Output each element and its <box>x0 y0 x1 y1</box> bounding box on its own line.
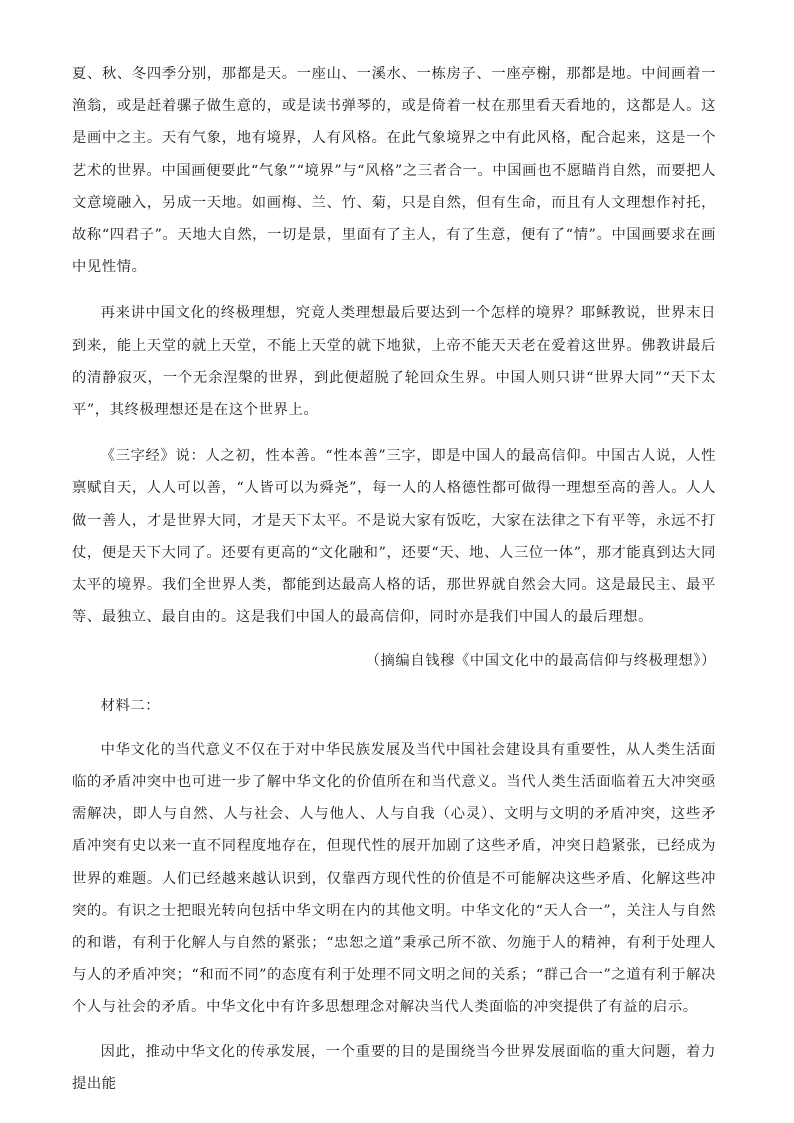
document-page <box>72 58 716 1100</box>
paragraph-chinese-painting: 夏、秋、冬四季分别，那都是天。一座山、一溪水、一栋房子、一座亭榭，那都是地。中间画着一渔翁，或是赶着骡子做生意的，或是读书弹琴的，或是倚着一杖在那里看天看地的，这都是人。这是画中之主。天有气象，地有境界，人有风格。在此气象境界之中有此风格，配合起来，这是一个艺术的世界。中国画便要此“气象”“境界”与“风格”之三者合一。中国画也不愿瞄肖自然，而要把人文意境融入，另成一天地。如画梅、兰、竹、菊，只是自然，但有生命，而且有人文理想作衬托，故称“四君子”。天地大自然，一切是景，里面有了主人，有了生意，便有了“情”。中国画要求在画中见性情。 <box>72 66 716 276</box>
paragraph-three-character-classic: 《三字经》说：人之初，性本善。“性本善”三字，即是中国人的最高信仰。中国古人说，人性禀赋自天，人人可以善，“人皆可以为舜尧”，每一人的人格德性都可做得一理想至高的善人。人人做一善人，才是世界大同，才是天下太平。不是说大家有饭吃，大家在法律之下有平等，永远不打仗，便是天下大同了。还要有更高的“文化融和”，还要“天、地、人三位一体”，那才能真到达大同太平的境界。我们全世界人类，都能到达最高人格的话，那世界就自然会大同。这是最民主、最平等、最独立、最自由的。这是我们中国人的最高信仰，同时亦是我们中国人的最后理想。 <box>72 448 716 626</box>
paragraph-ultimate-ideal: 再来讲中国文化的终极理想，究竟人类理想最后要达到一个怎样的境界？耶稣教说，世界末日到来，能上天堂的就上天堂，不能上天堂的就下地狱，上帝不能天天老在爱着这世界。佛教讲最后的清静寂灭，一个无余涅槃的世界，到此便超脱了轮回众生界。中国人则只讲“世界大同”“天下太平”，其终极理想还是在这个世界上。 <box>72 305 716 419</box>
source-citation: （摘编自钱穆《中国文化中的最高信仰与终极理想》） <box>365 653 716 670</box>
material-two-heading: 材料二： <box>100 697 161 714</box>
paragraph-contemporary-significance: 中华文化的当代意义不仅在于对中华民族发展及当代中国社会建设具有重要性，从人类生活面临的矛盾冲突中也可进一步了解中华文化的价值所在和当代意义。当代人类生活面临着五大冲突亟需解决，即人与自然、人与社会、人与他人、人与自我（心灵）、文明与文明的矛盾冲突，这些矛盾冲突有史以来一直不同程度地存在，但现代性的展开加剧了这些矛盾，冲突日趋紧张，已经成为世界的难题。人们已经越来越认识到，仅靠西方现代性的价值是不可能解决这些矛盾、化解这些冲突的。有识之士把眼光转向包括中华文明在内的其他文明。中华文化的“天人合一”，关注人与自然的和谐，有利于化解人与自然的紧张；“忠恕之道”秉承己所不欲、勿施于人的精神，有利于处理人与人的矛盾冲突；“和而不同”的态度有利于处理不同文明之间的关系；“群己合一”之道有利于解决个人与社会的矛盾。中华文化中有许多思想理念对解决当代人类面临的冲突提供了有益的启示。 <box>72 741 716 1016</box>
paragraph-therefore: 因此，推动中华文化的传承发展，一个重要的目的是围绕当今世界发展面临的重大问题，着力提出能 <box>72 1043 716 1092</box>
